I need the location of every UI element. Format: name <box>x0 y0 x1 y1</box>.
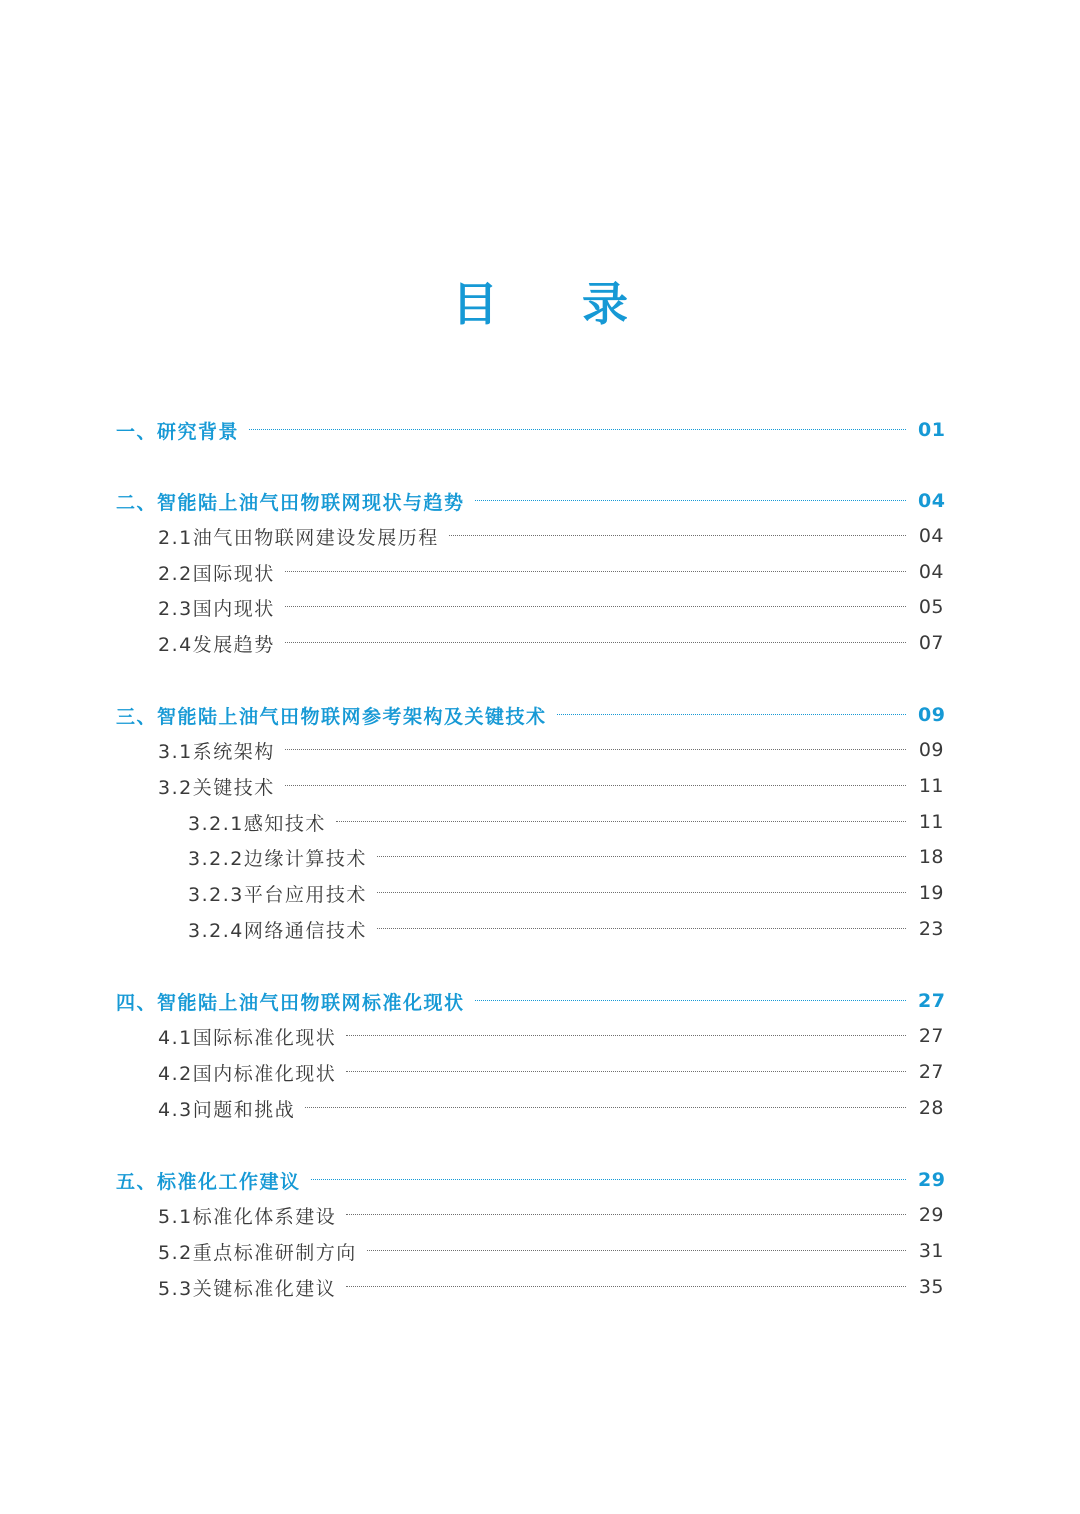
toc-dot-leader <box>475 500 906 501</box>
toc-entry-label: 3.1系统架构 <box>158 740 275 763</box>
toc-entry-label: 3.2关键技术 <box>158 776 275 799</box>
toc-section-entry[interactable] <box>158 1233 944 1269</box>
toc-page-number: 19 <box>918 882 944 904</box>
toc-section-entry[interactable] <box>158 732 944 768</box>
toc-entry-label: 3.2.2边缘计算技术 <box>188 847 367 870</box>
toc-dot-leader <box>336 821 906 822</box>
toc-dot-leader <box>346 1035 906 1036</box>
toc-section-entry[interactable] <box>158 518 944 554</box>
toc-page-number: 29 <box>918 1169 946 1191</box>
toc-dot-leader <box>311 1179 906 1180</box>
toc-dot-leader <box>377 856 906 857</box>
toc-section-entry[interactable] <box>158 1197 944 1233</box>
toc-page-number: 04 <box>918 561 944 583</box>
toc-page-number: 04 <box>918 525 944 547</box>
toc-entry-label: 4.2国内标准化现状 <box>158 1062 337 1085</box>
toc-dot-leader <box>346 1286 906 1287</box>
toc-section-entry[interactable] <box>188 875 944 911</box>
toc-dot-leader <box>285 642 906 643</box>
toc-dot-leader <box>557 714 906 715</box>
toc-page-number: 11 <box>918 811 944 833</box>
toc-section-entry[interactable] <box>188 839 944 875</box>
toc-section-entry[interactable] <box>158 1054 944 1090</box>
toc-entry-label: 一、研究背景 <box>116 420 240 443</box>
toc-entry-label: 2.1油气田物联网建设发展历程 <box>158 526 439 549</box>
toc-page-number: 18 <box>918 846 944 868</box>
toc-dot-leader <box>346 1214 906 1215</box>
toc-dot-leader <box>377 892 906 893</box>
toc-page-number: 27 <box>918 1025 944 1047</box>
toc-entry-label: 三、智能陆上油气田物联网参考架构及关键技术 <box>116 705 547 728</box>
toc-page-number: 09 <box>918 704 946 726</box>
toc-entry-label: 四、智能陆上油气田物联网标准化现状 <box>116 991 465 1014</box>
toc-section-entry[interactable] <box>158 1269 944 1305</box>
toc-entry-label: 5.1标准化体系建设 <box>158 1205 337 1228</box>
toc-dot-leader <box>249 429 906 430</box>
toc-page-number: 27 <box>918 990 946 1012</box>
toc-page-number: 28 <box>918 1097 944 1119</box>
toc-section-entry[interactable] <box>158 625 944 661</box>
toc-dot-leader <box>475 1000 906 1001</box>
toc-chapter-entry[interactable] <box>116 983 944 1019</box>
toc-entry-label: 5.2重点标准研制方向 <box>158 1241 357 1264</box>
toc-dot-leader <box>285 571 906 572</box>
toc-page-number: 01 <box>918 419 946 441</box>
toc-entry-label: 5.3关键标准化建议 <box>158 1277 337 1300</box>
toc-entry-label: 4.1国际标准化现状 <box>158 1026 337 1049</box>
toc-entry-label: 2.3国内现状 <box>158 597 275 620</box>
toc-page-number: 27 <box>918 1061 944 1083</box>
toc-entry-label: 2.2国际现状 <box>158 562 275 585</box>
page-title: 目 录 <box>451 276 662 331</box>
toc-chapter-entry[interactable] <box>116 1162 944 1198</box>
toc-page-number: 04 <box>918 490 946 512</box>
toc-dot-leader <box>285 785 906 786</box>
toc-page-number: 09 <box>918 739 944 761</box>
toc-section-entry[interactable] <box>158 1018 944 1054</box>
toc-page-number: 11 <box>918 775 944 797</box>
toc-dot-leader <box>285 606 906 607</box>
toc-entry-label: 五、标准化工作建议 <box>116 1170 301 1193</box>
toc-page-number: 23 <box>918 918 944 940</box>
toc-section-entry[interactable] <box>158 554 944 590</box>
toc-page-number: 35 <box>918 1276 944 1298</box>
toc-dot-leader <box>377 928 906 929</box>
toc-dot-leader <box>285 749 906 750</box>
toc-dot-leader <box>367 1250 906 1251</box>
toc-section-entry[interactable] <box>188 911 944 947</box>
toc-section-entry[interactable] <box>188 804 944 840</box>
toc-entry-label: 3.2.1感知技术 <box>188 812 326 835</box>
toc-entry-label: 3.2.4网络通信技术 <box>188 919 367 942</box>
toc-page-number: 29 <box>918 1204 944 1226</box>
toc-page-number: 07 <box>918 632 944 654</box>
toc-dot-leader <box>449 535 906 536</box>
toc-section-entry[interactable] <box>158 589 944 625</box>
toc-chapter-entry[interactable] <box>116 483 944 519</box>
toc-entry-label: 2.4发展趋势 <box>158 633 275 656</box>
toc-section-entry[interactable] <box>158 768 944 804</box>
toc-page-number: 05 <box>918 596 944 618</box>
toc-entry-label: 二、智能陆上油气田物联网现状与趋势 <box>116 491 465 514</box>
toc-entry-label: 4.3问题和挑战 <box>158 1098 296 1121</box>
toc-chapter-entry[interactable] <box>116 697 944 733</box>
toc-section-entry[interactable] <box>158 1090 944 1126</box>
toc-dot-leader <box>346 1071 906 1072</box>
toc-page-number: 31 <box>918 1240 944 1262</box>
toc-dot-leader <box>305 1107 906 1108</box>
toc-entry-label: 3.2.3平台应用技术 <box>188 883 367 906</box>
toc-chapter-entry[interactable] <box>116 412 944 448</box>
